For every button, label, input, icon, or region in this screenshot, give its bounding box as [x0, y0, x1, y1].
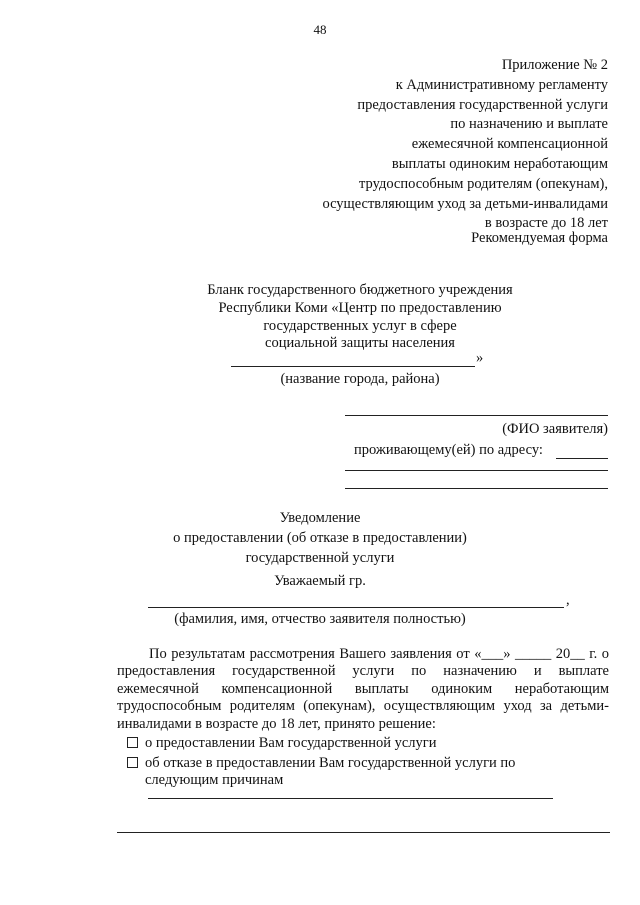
- option-grant[interactable]: [127, 735, 437, 752]
- closing-quote: »: [476, 350, 484, 366]
- appendix-line: трудоспособным родителям (опекунам),: [359, 175, 608, 192]
- fullname-comma: ,: [566, 592, 570, 608]
- recommended-form-label: Рекомендуемая форма: [471, 230, 608, 246]
- city-district-line[interactable]: [231, 366, 475, 367]
- address-line-3[interactable]: [345, 488, 608, 489]
- notice-subtitle: о предоставлении (об отказе в предоставлении): [173, 530, 467, 546]
- grant-checkbox[interactable]: [127, 737, 138, 748]
- applicant-fullname-line[interactable]: [148, 607, 564, 608]
- applicant-fio-caption: (ФИО заявителя): [502, 421, 608, 437]
- page-number: 48: [313, 22, 327, 37]
- address-line-1[interactable]: [556, 458, 608, 459]
- address-label: проживающему(ей) по адресу:: [354, 442, 543, 458]
- appendix-line: в возрасте до 18 лет: [484, 215, 608, 232]
- blank-line: Республики Коми «Центр по предоставлению: [218, 299, 502, 316]
- blank-line: социальной защиты населения: [265, 335, 455, 352]
- reasons-line-2[interactable]: [117, 832, 610, 833]
- address-line-2[interactable]: [345, 470, 608, 471]
- notice-subtitle: государственной услуги: [245, 550, 395, 566]
- option-refuse-label: об отказе в предоставлении Вам государственной услуги по: [145, 755, 516, 771]
- appendix-line: ежемесячной компенсационной: [411, 136, 608, 153]
- option-refuse[interactable]: [127, 755, 515, 772]
- applicant-fio-line[interactable]: [345, 415, 608, 416]
- notice-title-block: [0, 508, 640, 568]
- appendix-line: выплаты одиноким неработающим: [391, 155, 608, 172]
- appendix-line: по назначению и выплате: [450, 116, 608, 133]
- appendix-line: Приложение № 2: [501, 57, 608, 73]
- decision-paragraph-text: По результатам рассмотрения Вашего заявления от «___» _____ 20__ г. о предоставления государственной услуги по назначению и выплате ежемесячной компенсационной выплаты одиноким неработающим трудоспособным родителям (опекунам), осуществляющим уход за детьми-инвалидами в возрасте до 18 лет, принято решение:: [117, 646, 609, 732]
- city-district-caption: (название города, района): [280, 371, 440, 387]
- appendix-block: [278, 56, 608, 234]
- option-refuse-label-cont: следующим причинам: [145, 772, 284, 788]
- appendix-line: к Административному регламенту: [395, 76, 608, 93]
- applicant-fullname-caption: (фамилия, имя, отчество заявителя полностью): [174, 611, 466, 627]
- decision-paragraph: [117, 646, 609, 733]
- blank-line: Бланк государственного бюджетного учреждения: [207, 282, 513, 298]
- appendix-line: предоставления государственной услуги: [357, 96, 608, 113]
- institution-blank-header: [150, 282, 570, 353]
- appendix-line: осуществляющим уход за детьми-инвалидами: [322, 195, 608, 212]
- reasons-line-1[interactable]: [148, 798, 553, 799]
- salutation: Уважаемый гр.: [274, 573, 366, 589]
- notice-title: Уведомление: [279, 510, 361, 526]
- refuse-checkbox[interactable]: [127, 757, 138, 768]
- blank-line: государственных услуг в сфере: [263, 317, 457, 334]
- option-grant-label: о предоставлении Вам государственной услуги: [145, 735, 437, 751]
